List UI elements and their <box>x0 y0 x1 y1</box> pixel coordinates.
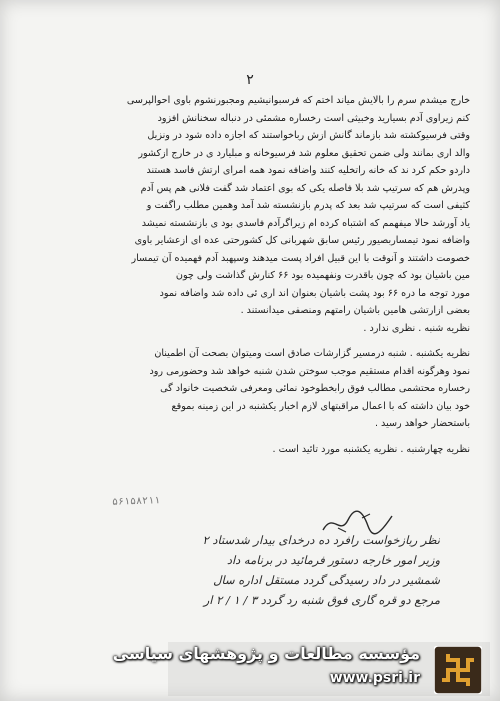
report-line: داردو حکم کرد ند که خانه راتخلیه کنند واضافه نمود همه امرای ارتش فاسد هستند <box>146 165 470 176</box>
watermark-title: مؤسسه مطالعات و پژوهشهای سیاسی <box>112 644 420 663</box>
stamp-number: ۵۶۱۵۸۲۱۱ <box>111 495 161 508</box>
report-line: وقتی فرسیوکشته شد بازماند گانش ازش رباخواستند که اجازه داده شود در ونزیل <box>147 130 470 141</box>
report-line: واضافه نمود تیمساربصیور رئیس سابق شهربانی کل کشورحتی عده ای ازعشایر باوی <box>134 235 470 246</box>
page-number: ۲ <box>246 72 254 88</box>
report-line: والد اری بمانند ولی ضمن تحقیق معلوم شد فرسیوخانه و مبلیارد ی در خارج ازکشور <box>138 147 470 159</box>
report-line: کثیفی است که سرتیپ شد بعد که پدرم بازنشسته شد آمد وهمین مطلب راگفت و <box>146 200 470 211</box>
handwritten-line: مرجع دو قره گاری فوق شنبه رد گردد ۳ / ۱ / ۲ ار <box>203 593 440 607</box>
report-line: خصومت داشتند و آنوقت با این قبیل افراد پست میدهند وسپهبد آدم فهمیده آن تیمسار <box>131 252 470 264</box>
institute-logo-icon <box>434 646 482 694</box>
report-line: یاد آورشد حالا میفهمم که اشتباه کرده ام زیراگرآدم فاسدی بود ی بازنشسته نمیشد <box>141 217 470 229</box>
handwritten-line: شمشیر در داد رسیدگی گردد مستقل اداره سال <box>213 573 440 587</box>
sunday-opinion-line: نظریه یکشنبه . شنبه درمسیر گزارشات صادق است ومیتوان بصحت آن اطمینان <box>154 348 470 359</box>
report-line: خارج میشدم سرم را بالایش میاند اختم که فرسبوانیشیم ومجبورنشوم باوی احوالپرسی <box>126 95 470 106</box>
institute-watermark <box>112 642 490 696</box>
report-line: نمود وهرگونه اقدام مستقیم موجب سوختن شدن شنبه خواهد شد وحضورمی رود <box>149 365 470 377</box>
report-line: بعضی ازارتشی هامین باشیان رامتهم ومنصفی میدانستند . <box>240 305 470 316</box>
report-line: مین باشیان بود که چون باقدرت ونفهمیده بود ۶۶ کنارش گذاشت ولی چون <box>175 270 470 281</box>
report-line: خود بیان داشته که با اعمال مراقبتهای لازم اخبار یکشنبه در این زمینه بموقع <box>171 400 470 412</box>
handwritten-line: نظر ربازخواست رافرد ده درخدای بیدار شدستاد ۲ <box>202 533 440 547</box>
handwritten-line: وزیر امور خارجه دستور فرمائید در برنامه داد <box>226 553 440 567</box>
typed-report-body <box>40 92 470 458</box>
handwritten-notes <box>60 530 440 610</box>
watermark-url: www.psri.ir <box>329 670 420 686</box>
report-line: وپدرش هم که سرتیپ شد بلا فاصله یکی که بوی اعتماد شد گفت فلانی هم پس آدم <box>140 182 470 194</box>
report-line: باستحضار خواهد رسید . <box>374 418 470 429</box>
report-line: کنم زیراوی آدم بسیارید وخبیثی است رخساره مشمئی در دنباله سخنانش افزود <box>157 112 470 124</box>
wednesday-opinion-line: نظریه چهارشنبه . نظریه یکشنبه مورد تائید است . <box>272 443 470 455</box>
report-line: مورد توجه ما دره ۶۶ بود پشت باشیان بعنوان اند اری ئی داده شد واضافه نمود <box>159 287 470 299</box>
saturday-opinion-line: نظریه شنبه . نظری ندارد . <box>363 322 470 334</box>
report-line: رخساره محتشمی مطالب فوق رابخطوخود نمائی ومعرفی شخصیت خانواد گی <box>160 383 470 394</box>
